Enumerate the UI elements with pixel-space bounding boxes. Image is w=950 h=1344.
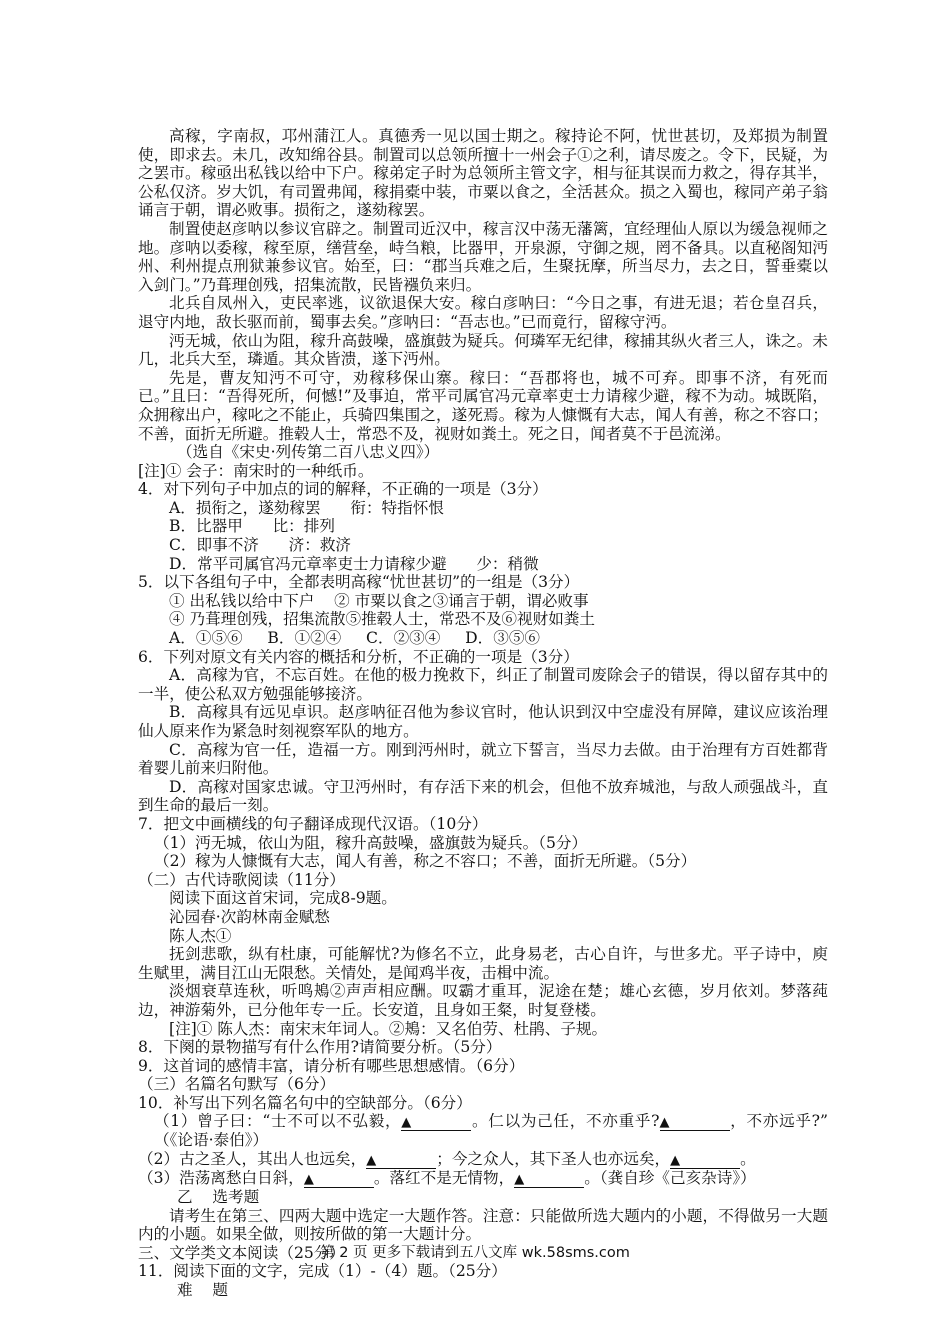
question-6-option-a: A．高稼为官，不忘百姓。在他的极力挽救下，纠正了制置司废除会子的错误，得以留存其中的一半，使公私双方勉强能够接济。 xyxy=(138,666,828,703)
question-4-stem: 4．对下列句子中加点的词的解释，不正确的一项是（3分） xyxy=(138,480,548,499)
question-4-option-a: A．损衔之，遂劾稼罢 衔：特指怀恨 xyxy=(169,498,444,517)
answer-blank[interactable]: ▲ xyxy=(366,1153,436,1169)
q10-3-text-c: 。（龚自珍《己亥杂诗》） xyxy=(584,1169,756,1188)
q10-3-text-a: （3）浩荡离愁白日斜， xyxy=(138,1169,304,1188)
passage-paragraph-3: 北兵自凤州入，吏民率逃，议欲退保大安。稼白彦呐曰：“今日之事，有进无退；若仓皇召兵，退守内地，敌长驱而前，蜀事去矣。”彦呐曰：“吾志也。”已而竟行，留稼守沔。 xyxy=(138,294,828,331)
question-8: 8．下阕的景物描写有什么作用?请简要分析。（5分） xyxy=(138,1038,502,1057)
poem-title: 沁园春·次韵林南金赋愁 xyxy=(169,907,330,926)
elective-section-title: 乙 选考题 xyxy=(177,1188,260,1207)
question-10-item-1 xyxy=(138,1112,843,1150)
poem-author: 陈人杰① xyxy=(169,926,232,945)
poem-stanza-1: 抚剑悲歌，纵有杜康，可能解忧?为修名不立，此身易老，古心自许，与世多尤。平子诗中，庾生赋里，满目江山无限愁。关情处，是闻鸡半夜，击楫中流。 xyxy=(138,945,828,982)
question-9: 9．这首词的感情丰富，请分析有哪些思想感情。（6分） xyxy=(138,1056,525,1075)
question-6-option-c: C．高稼为官一任，造福一方。刚到沔州时，就立下誓言，当尽力去做。由于治理有方百姓都背着婴儿前来归附他。 xyxy=(138,740,828,778)
question-10-item-3 xyxy=(138,1169,828,1188)
q10-1-text-a: （1）曾子曰：“士不可以不弘毅， xyxy=(154,1112,402,1131)
passage-paragraph-2: 制置使赵彦呐以参议官辟之。制置司近汉中，稼言汉中荡无藩篱，宜经理仙人原以为缓急视师之地。彦呐以委稼，稼至原，缮营垒，峙刍粮，比器甲，开泉源，守御之规，罔不备具。以直秘阁知沔州、利州提点刑狱兼参议官。始至，曰：“郡当兵难之后，生聚抚摩，所当尽力，去之日，誓垂橐以入剑门。”乃葺理创残，招集流散，民皆襁负来归。 xyxy=(138,219,828,294)
question-4-option-d: D．常平司属官冯元章率吏士力请稼少避 少：稍微 xyxy=(169,554,539,573)
page-footer: 第 2 页 更多下载请到五八文库 wk.58sms.com xyxy=(320,1245,630,1261)
question-11-stem: 11．阅读下面的文字，完成（1）-（4）题。（25分） xyxy=(138,1262,507,1281)
question-7-item-1: （1）沔无城，依山为阻，稼升高鼓噪，盛旗鼓为疑兵。（5分） xyxy=(154,833,588,852)
q10-2-text-c: 。 xyxy=(740,1150,756,1169)
passage-note: [注]① 会子：南宋时的一种纸币。 xyxy=(138,461,374,480)
question-6-option-b: B．高稼具有远见卓识。赵彦呐征召他为参议官时，他认识到汉中空虚没有屏障，建议应该治理仙人原来作为紧急时刻视察军队的地方。 xyxy=(138,703,828,740)
page-content xyxy=(138,127,843,1300)
question-10-stem: 10．补写出下列名篇名句中的空缺部分。（6分） xyxy=(138,1093,472,1112)
story-title: 难 题 xyxy=(177,1281,229,1300)
q10-2-text-b: ；今之众人，其下圣人也亦远矣， xyxy=(436,1150,671,1169)
question-5-stem: 5．以下各组句子中，全都表明高稼“忧世甚切”的一组是（3分） xyxy=(138,573,580,592)
answer-blank[interactable]: ▲ xyxy=(401,1115,471,1131)
question-5-line-1: ① 出私钱以给中下户 ② 市粟以食之③诵言于朝，谓必败事 xyxy=(169,591,589,610)
passage-source: （选自《宋史·列传第二百八忠义四》） xyxy=(177,443,440,462)
passage-paragraph-5: 先是，曹友知沔不可守，劝稼移保山寨。稼曰：“吾郡将也，城不可弃。即事不济，有死而已。”且曰：“吾得死所，何憾!”及事迫，常平司属官冯元章率吏士力请稼少避，稼不为动。城既陷，众拥稼出户，稼叱之不能止，兵骑四集围之，遂死焉。稼为人慷慨有大志，闻人有善，称之不容口；不善，面折无所避。推毂人士，常恐不及，视财如粪土。死之日，闻者莫不于邑流涕。 xyxy=(138,368,828,443)
q10-1-text-c: ，不亦远乎?” （《论语·泰伯》） xyxy=(154,1112,843,1150)
answer-blank[interactable]: ▲ xyxy=(660,1115,730,1131)
q10-2-text-a: （2）古之圣人，其出人也远矣， xyxy=(138,1150,367,1169)
q10-3-text-b: 。落红不是无情物， xyxy=(373,1169,515,1188)
answer-blank[interactable]: ▲ xyxy=(514,1172,584,1188)
passage-paragraph-1: 高稼，字南叔，邛州蒲江人。真德秀一见以国士期之。稼持论不阿，忧世甚切，及郑损为制置使，即求去。未几，改知绵谷县。制置司以总领所擅十一州会子①之利，请尽废之。令下，民疑，为之罢市。稼亟出私钱以给中下户。稼弟定子时为总领所主管文字，相与征其误而力救之，得存其半，公私仅济。岁大饥，有司置弗闻，稼捐橐中装，市粟以食之，全活甚众。损之入蜀也，稼同产弟子翁诵言于朝，谓必败事。损衔之，遂劾稼罢。 xyxy=(138,127,828,220)
poem-note: [注]① 陈人杰：南宋末年词人。②鴂：又名伯劳、杜鹃、子规。 xyxy=(169,1019,608,1038)
poetry-intro: 阅读下面这首宋词，完成8-9题。 xyxy=(169,889,397,908)
question-5-choices: A．①⑤⑥ B．①②④ C．②③④ D．③⑤⑥ xyxy=(169,629,541,648)
famous-lines-section-title: （三）名篇名句默写（6分） xyxy=(138,1075,336,1094)
question-5-line-2: ④ 乃葺理创残，招集流散⑤推毂人士，常恐不及⑥视财如粪土 xyxy=(169,610,595,629)
question-7-item-2: （2）稼为人慷慨有大志，闻人有善，称之不容口；不善，面折无所避。（5分） xyxy=(154,852,697,871)
question-4-option-b: B．比器甲 比：排列 xyxy=(169,517,335,536)
question-10-item-2 xyxy=(138,1150,828,1169)
q10-1-text-b: 。仁以为己任，不亦重乎? xyxy=(471,1112,660,1131)
question-6-option-d: D．高稼对国家忠诚。守卫沔州时，有存活下来的机会，但他不放弃城池，与敌人顽强战斗，直到生命的最后一刻。 xyxy=(138,777,828,815)
question-7-stem: 7．把文中画横线的句子翻译成现代汉语。（10分） xyxy=(138,814,488,833)
passage-paragraph-4: 沔无城，依山为阻，稼升高鼓噪，盛旗鼓为疑兵。何璘军无纪律，稼捕其纵火者三人，诛之。未几，北兵大至，璘遁。其众皆溃，遂下沔州。 xyxy=(138,331,828,369)
literary-reading-section-title: 三、文学类文本阅读（25分） xyxy=(138,1243,345,1262)
question-6-stem: 6．下列对原文有关内容的概括和分析，不正确的一项是（3分） xyxy=(138,647,579,666)
answer-blank[interactable]: ▲ xyxy=(670,1153,740,1169)
answer-blank[interactable]: ▲ xyxy=(304,1172,374,1188)
elective-instruction: 请考生在第三、四两大题中选定一大题作答。注意：只能做所选大题内的小题，不得做另一大题内的小题。如果全做，则按所做的第一大题计分。 xyxy=(138,1206,828,1244)
poem-stanza-2: 淡烟衰草连秋，听鸣鴂②声声相应酬。叹霸才重耳，泥途在楚；雄心玄德，岁月依刘。梦落莼边，神游菊外，已分他年专一丘。长安道，且身如王粲，时复登楼。 xyxy=(138,982,828,1019)
poetry-section-title: （二）古代诗歌阅读（11分） xyxy=(138,870,345,889)
question-4-option-c: C．即事不济 济：救济 xyxy=(169,536,352,555)
